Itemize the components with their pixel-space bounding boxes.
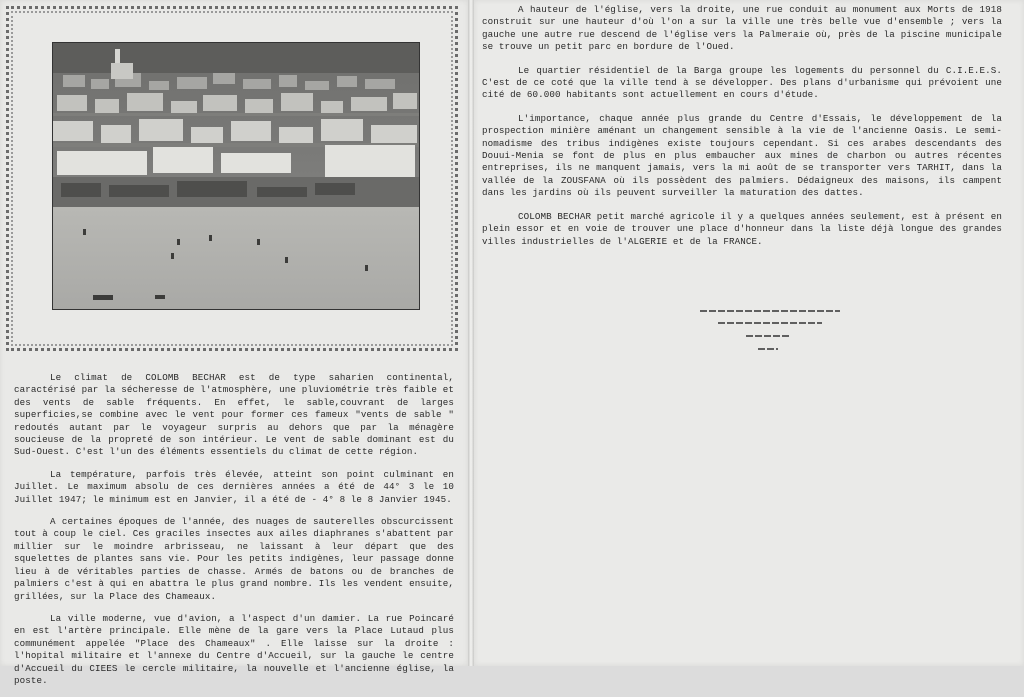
right-page-text bbox=[482, 4, 1002, 259]
paragraph-semi-nomadism: L'importance, chaque année plus grande du Centre d'Essais, le développement de la prospection minière aménant un changement sensible à la vie de l'ancienne Oasis. Le semi-nomadisme des tribus indigènes existe toujours cependant. Si ces arabes descendants des Douui-Menia se font de plus en plus embaucher aux mines de charbon ou autres récentes entreprises, ils ne manquent jamais, vers la mi août de se transporter vers TARHIT, dans la vallée de la ZOUSFANA où ils possèdent des palmiers. Dédaigneux des maisons, ils campent dans les jardins où ils peuvent surveiller la maturation des dattes. bbox=[482, 112, 1002, 199]
paragraph-locusts: A certaines époques de l'année, des nuages de sauterelles obscurcissent tout à coup le ciel. Ces graciles insectes aux ailes diaphranes s'abattent par millier sur le moindre arbrisseau, ne laissant à leur départ que des squelettes de plantes sans vie. Pour les petits indigènes, leur passage donne lieu à de véritables parties de chasse. Armés de batons ou de branches de palmiers c'est à qui en abattra le plus grand nombre. Ils les vendent ensuite, grillées, sur la Place des Chameaux. bbox=[14, 516, 454, 602]
paragraph-church-view: A hauteur de l'église, vers la droite, une rue conduit au monument aux Morts de 1918 construit sur une hauteur d'où l'on a sur la ville une très belle vue d'ensemble ; vers la gauche une autre rue descend de l'église vers la Palmeraie où, près de la piscine municipale se trouve un petit parc en bordure de l'Oued. bbox=[482, 4, 1002, 53]
ornament-divider bbox=[758, 346, 778, 352]
paragraph-modern-town: La ville moderne, vue d'avion, a l'aspect d'un damier. La rue Poincaré en est l'artère principale. Elle mène de la gare vers la Place Lutaud plus communément appelée "Place des Chameaux" . Elle laisse sur la droite : l'hopital militaire et l'annexe du Centre d'Accueil, sur la gauche le centre d'Accueil du CIEES le cercle militaire, la nouvelle et l'ancienne église, la poste. bbox=[14, 612, 454, 686]
paragraph-climate: Le climat de COLOMB BECHAR est de type saharien continental, caractérisé par la sécheresse de l'atmosphère, une pluviométrie très faible et des vents de sable fréquents. En effet, le sable,couvrant de larges superficies,se combine avec le vent pour former ces fameux "vents de sable " redoutés autant par le voyageur surpris au dehors que par la ménagère soucieuse de la propreté de son intérieur. Le vent de sable dominant est du Sud-Ouest. C'est l'un des éléments essentiels du climat de cette région. bbox=[14, 372, 454, 458]
ornament-divider bbox=[718, 320, 822, 326]
paragraph-temperature: La température, parfois très élevée, atteint son point culminant en Juillet. Le maximum absolu de ces dernières années a été de 44° 3 le 10 Juillet 1947; le minimum est en Janvier, il a été de - 4° 8 le 8 Janvier 1945. bbox=[14, 468, 454, 505]
ornament-divider bbox=[700, 308, 840, 314]
aerial-town-photo bbox=[52, 42, 420, 310]
ornament-divider bbox=[746, 333, 790, 339]
paragraph-barga-district: Le quartier résidentiel de la Barga groupe les logements du personnel du C.I.E.E.S. C'est de ce coté que la ville tend à se développer. Des plans d'urbanisme qui prévoient une cité de 60.000 habitants sont actuellement en cours d'étude. bbox=[482, 64, 1002, 101]
paragraph-colomb-bechar-growth: COLOMB BECHAR petit marché agricole il y a quelques années seulement, est à présent en plein essor et en voie de trouver une place d'honneur dans la liste déjà longue des grandes villes industrielles de l'ALGERIE et de la FRANCE. bbox=[482, 210, 1002, 247]
left-page-text bbox=[14, 372, 454, 697]
left-page bbox=[0, 0, 468, 686]
